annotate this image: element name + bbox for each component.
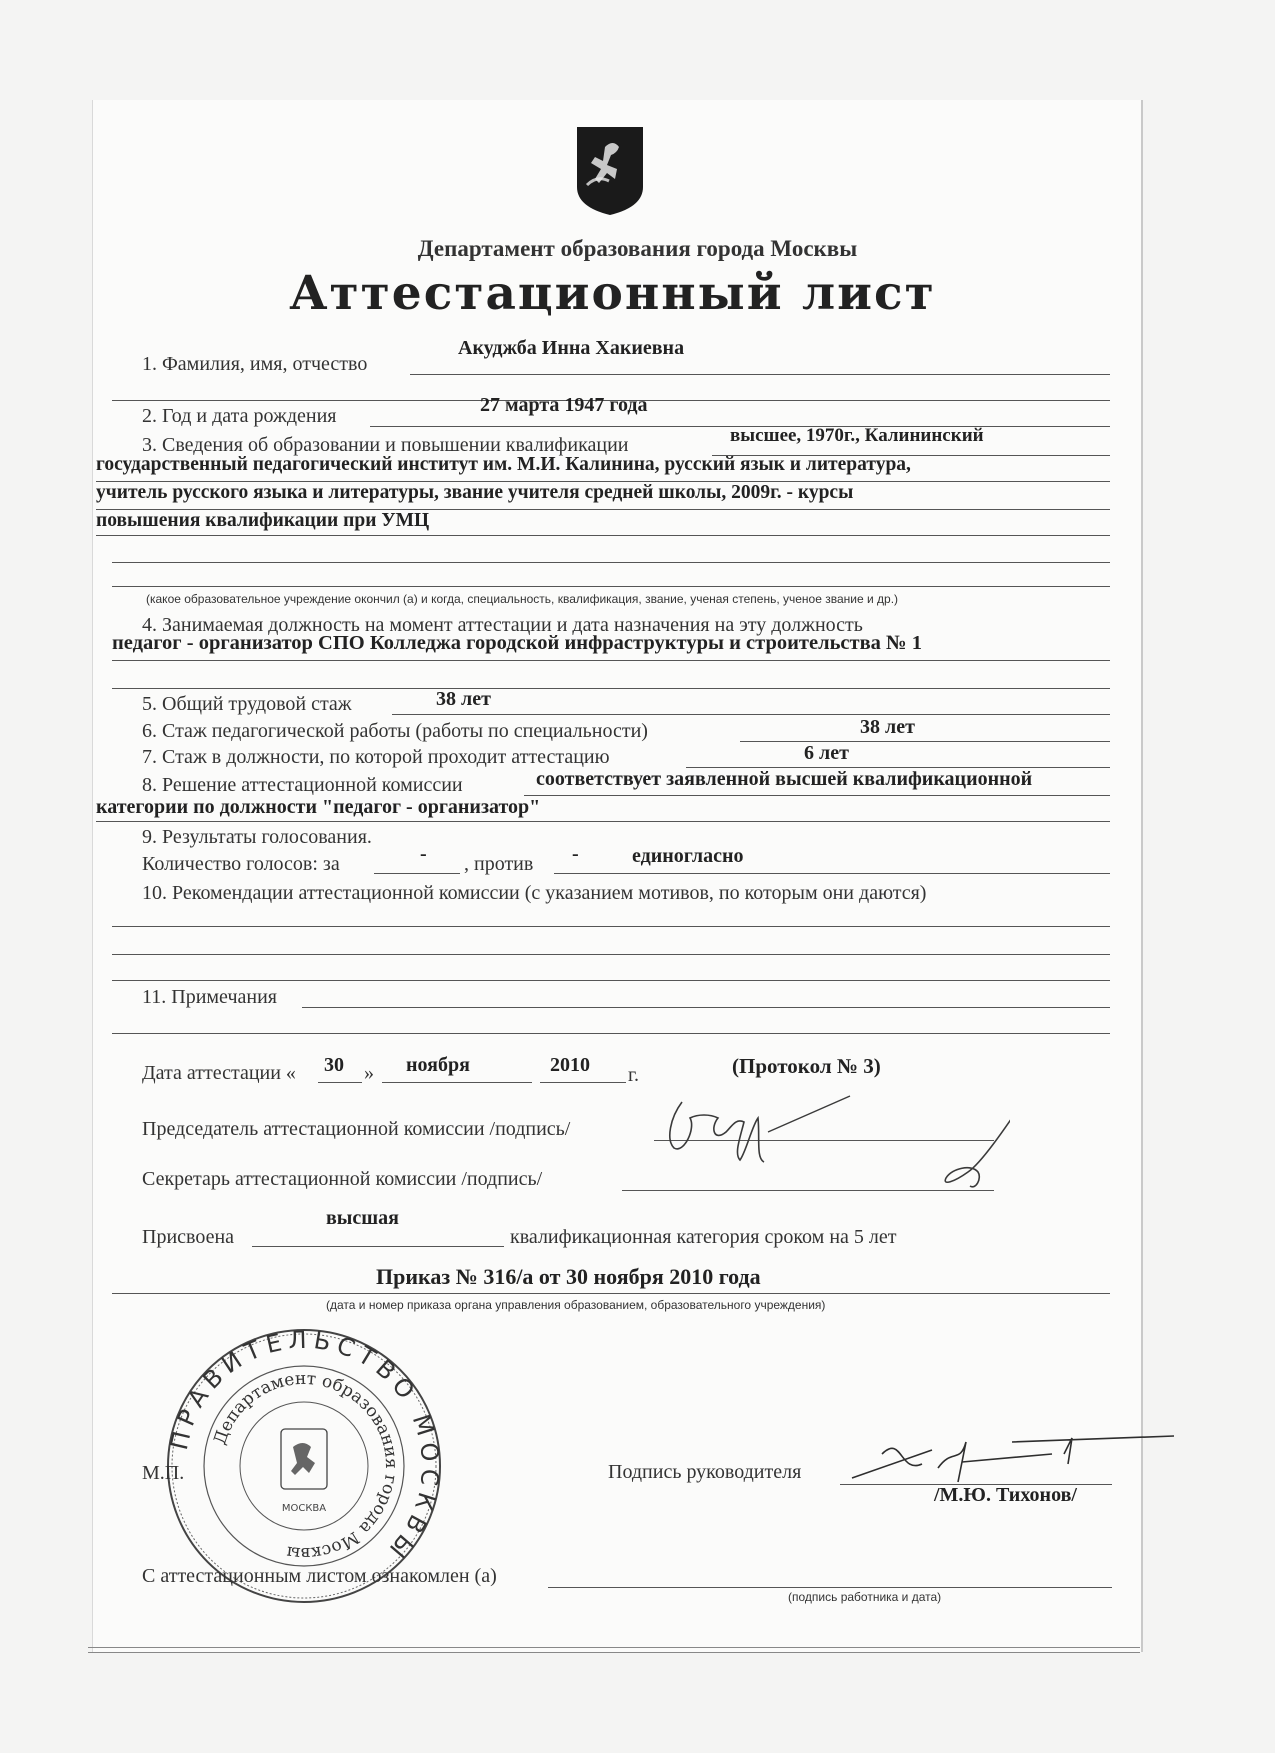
edu-line-6 <box>112 586 1110 587</box>
name-value: Акуджба Инна Хакиевна <box>458 337 685 359</box>
head-name: /М.Ю. Тихонов/ <box>934 1484 1077 1506</box>
acquainted-line <box>548 1587 1112 1588</box>
decision-label: 8. Решение аттестационной комиссии <box>142 774 463 796</box>
name-label: 1. Фамилия, имя, отчество <box>142 353 368 375</box>
recommend-line-2 <box>112 954 1110 955</box>
position-value: педагог - организатор СПО Колледжа городской инфраструктуры и строительства № 1 <box>112 632 923 654</box>
edu-value-2: государственный педагогический институт им. М.И. Калинина, русский язык и литература, <box>96 454 911 475</box>
votes-against-label: , против <box>464 853 534 875</box>
edu-line-4 <box>96 535 1110 536</box>
assigned-line <box>252 1246 504 1247</box>
secretary-signature <box>930 1106 1010 1198</box>
pos-exp-label: 7. Стаж в должности, по которой проходит аттестацию <box>142 746 610 768</box>
recommend-line-1 <box>112 926 1110 927</box>
stamp-outer-text: ПРАВИТЕЛЬСТВО МОСКВЫ <box>164 1325 445 1568</box>
decision-line-2 <box>96 821 1110 822</box>
acquainted-label: С аттестационным листом ознакомлен (а) <box>142 1565 497 1587</box>
vote-label: 9. Результаты голосования. <box>142 826 372 848</box>
assigned-value: высшая <box>326 1207 399 1229</box>
edu-label: 3. Сведения об образовании и повышении квалификации <box>142 434 629 456</box>
head-sign-label: Подпись руководителя <box>608 1461 802 1483</box>
protocol-number: (Протокол № 3) <box>732 1054 881 1078</box>
chair-label: Председатель аттестационной комиссии /подпись/ <box>142 1118 571 1140</box>
decision-line-1 <box>524 795 1110 796</box>
name-line <box>410 374 1110 375</box>
votes-against-line <box>554 873 1110 874</box>
edu-hint: (какое образовательное учреждение окончил (а) и когда, специальность, квалификация, звание, ученая степень, ученое звание и др.) <box>146 592 899 606</box>
recommend-label: 10. Рекомендации аттестационной комиссии (с указанием мотивов, по которым они даются) <box>142 882 927 904</box>
month-line <box>382 1082 532 1083</box>
edu-line-5 <box>112 562 1110 563</box>
coat-of-arms-icon <box>575 125 645 217</box>
votes-for-label: Количество голосов: за <box>142 853 340 875</box>
votes-for-line <box>374 873 460 874</box>
position-label: 4. Занимаемая должность на момент аттестации и дата назначения на эту должность <box>142 614 863 636</box>
birth-value: 27 марта 1947 года <box>480 394 648 416</box>
assigned-suffix: квалификационная категория сроком на 5 лет <box>510 1226 897 1248</box>
votes-against-value: - <box>572 843 579 865</box>
notes-line-1 <box>302 1007 1110 1008</box>
total-exp-value: 38 лет <box>436 688 491 710</box>
votes-note: единогласно <box>632 845 744 867</box>
order-line <box>112 1293 1110 1294</box>
decision-value-1: соответствует заявленной высшей квалификационной <box>536 768 1033 790</box>
attestation-day: 30 <box>324 1054 344 1076</box>
decision-value-2: категории по должности "педагог - организатор" <box>96 796 541 818</box>
edu-value-3: учитель русского языка и литературы, звание учителя средней школы, 2009г. - курсы <box>96 482 854 503</box>
notes-label: 11. Примечания <box>142 986 277 1008</box>
birth-label: 2. Год и дата рождения <box>142 405 337 427</box>
assigned-label: Присвоена <box>142 1226 235 1248</box>
year-suffix: г. <box>628 1064 639 1086</box>
ped-exp-value: 38 лет <box>860 716 915 738</box>
stamp-center-text: МОСКВА <box>281 1503 327 1514</box>
position-line-1 <box>112 660 1110 661</box>
edu-value-4: повышения квалификации при УМЦ <box>96 510 430 531</box>
year-line <box>540 1082 626 1083</box>
total-exp-label: 5. Общий трудовой стаж <box>142 693 352 715</box>
notes-line-2 <box>112 1033 1110 1034</box>
ped-exp-label: 6. Стаж педагогической работы (работы по специальности) <box>142 720 648 742</box>
pos-exp-value: 6 лет <box>804 742 849 764</box>
quote-close: » <box>364 1062 374 1084</box>
chair-signature <box>640 1088 860 1168</box>
edu-value-1: высшее, 1970г., Калининский <box>730 425 984 446</box>
document-title: Аттестационный лист <box>289 266 936 321</box>
order-text: Приказ № 316/а от 30 ноября 2010 года <box>376 1264 761 1289</box>
votes-for-value: - <box>420 843 427 865</box>
acquainted-hint: (подпись работника и дата) <box>788 1590 942 1604</box>
order-hint: (дата и номер приказа органа управления образованием, образовательного учреждения) <box>326 1298 826 1312</box>
day-line <box>318 1082 362 1083</box>
recommend-line-3 <box>112 980 1110 981</box>
department-name: Департамент образования города Москвы <box>417 236 858 261</box>
attestation-month: ноября <box>406 1054 470 1076</box>
position-line-2 <box>112 688 1110 689</box>
attestation-year: 2010 <box>550 1054 590 1076</box>
attestation-date-label: Дата аттестации « <box>142 1062 296 1084</box>
mp-label: М.П. <box>142 1462 185 1484</box>
ped-exp-line <box>740 741 1110 742</box>
bottom-border <box>88 1647 1140 1653</box>
stamp-inner-text: Департамент образования города Москвы <box>210 1368 402 1564</box>
secretary-label: Секретарь аттестационной комиссии /подпись/ <box>142 1168 543 1190</box>
total-exp-line <box>392 714 1110 715</box>
